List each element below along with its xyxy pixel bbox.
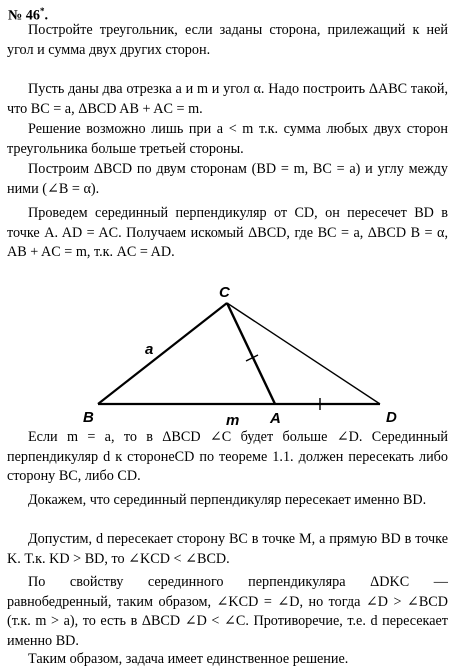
problem-statement: Постройте треугольник, если заданы сторона, прилежащий к ней угол и сумма двух других сторон.: [7, 22, 448, 58]
label-side-a: a: [145, 341, 154, 358]
label-vertex-c: C: [219, 284, 230, 301]
paragraph-7: Допустим, d пересекает сторону BC в точке M, а прямую BD в точке K. Т.к. KD > BD, то ∠KCD < ∠BCD.: [7, 531, 448, 567]
paragraph-8: По свойству серединного перпендикуляра ΔDKC — равнобедренный, таким образом, ∠KCD = ∠D, но тогда ∠D > ∠BCD (т.к. m > a), то есть в ΔBCD ∠D < ∠C. Противоречие, т.е. d пересекает именно BD.: [7, 574, 448, 649]
label-vertex-b: B: [83, 409, 94, 426]
paragraph-3: Построим ΔBCD по двум сторонам (BD = m, BC = a) и углу между ними (∠B = α).: [7, 161, 448, 197]
paragraph-9: Таким образом, задача имеет единственное решение.: [28, 651, 349, 667]
paragraph-4: Проведем серединный перпендикуляр от CD, он пересечет BD в точке A. AD = AC. Получаем искомый ΔBCD, где BC = a, ΔBCD B = α, AB + AC = m, т.к. AC = AD.: [7, 205, 448, 261]
paragraph-1: Пусть даны два отрезка a и m и угол α. Надо построить ΔABC такой, что BC = a, ΔBCD AB + AC = m.: [7, 81, 448, 117]
segment-bc: [98, 303, 227, 404]
paragraph-2: Решение возможно лишь при a < m т.к. сумма любых двух сторон треугольника больше третьей стороны.: [7, 121, 448, 157]
problem-number-text: № 46: [8, 7, 40, 24]
label-vertex-d: D: [386, 409, 397, 426]
triangle-figure: [0, 280, 455, 430]
label-vertex-a: A: [270, 410, 281, 427]
paragraph-5: Если m = a, то в ΔBCD ∠C будет больше ∠D. Серединный перпендикуляр d к сторонеCD по теореме 1.1. должен пересекать либо сторону BC, либо CD.: [7, 429, 448, 485]
label-side-m: m: [226, 412, 240, 429]
paragraph-6: Докажем, что серединный перпендикуляр пересекает именно BD.: [28, 492, 427, 508]
problem-number-dot: .: [44, 7, 49, 24]
problem-star: *: [40, 6, 45, 16]
